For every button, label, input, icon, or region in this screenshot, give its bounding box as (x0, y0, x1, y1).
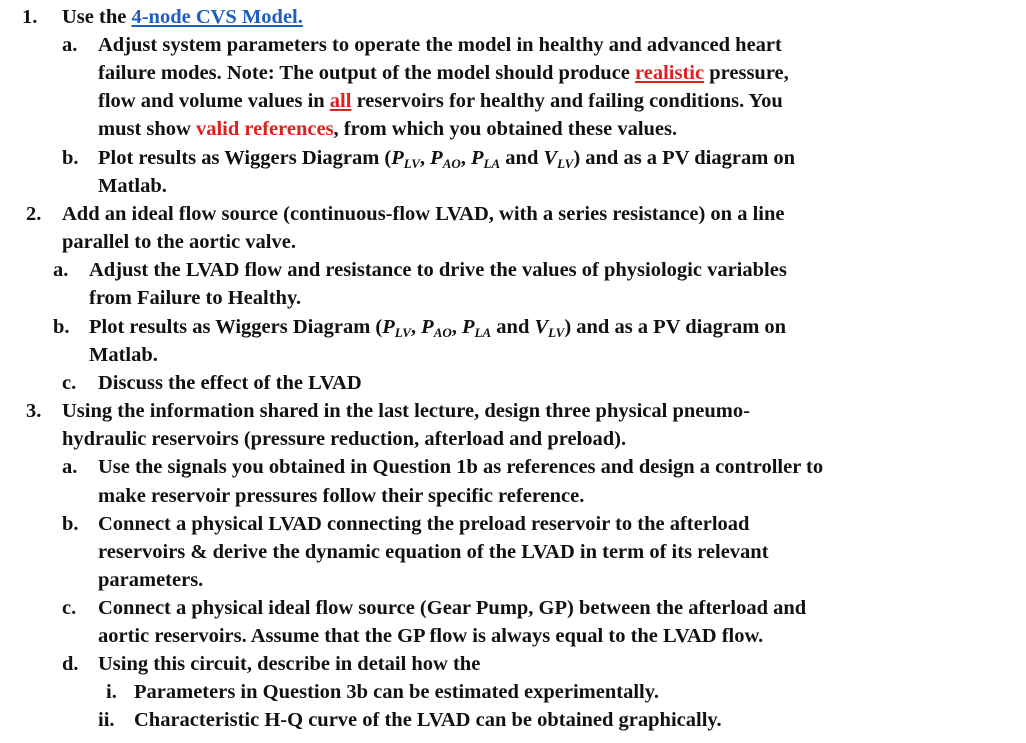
cvs-model-link[interactable]: 4-node CVS Model. (131, 6, 303, 28)
text: , (419, 147, 431, 169)
q3-line-1: Using the information shared in the last lecture, design three physical pneumo- (62, 400, 750, 422)
question-number: 2. (26, 203, 42, 225)
item-label: a. (62, 34, 78, 56)
text: flow and volume values in (98, 90, 330, 112)
q3d-ii-line: Characteristic H-Q curve of the LVAD can be obtained graphically. (134, 709, 722, 731)
item-label: b. (62, 147, 79, 169)
q2c-line-1: Discuss the effect of the LVAD (98, 372, 362, 394)
emphasis-realistic: realistic (635, 62, 705, 84)
question-number: 3. (26, 400, 42, 422)
question-number: 1. (22, 6, 38, 28)
q1a-line-2 (98, 60, 789, 86)
math-p-lv: $P_{LV}$ (391, 147, 420, 171)
question-text: Use the (62, 6, 132, 28)
text: failure modes. Note: The output of the model should produce (98, 62, 636, 84)
q2-line-2: parallel to the aortic valve. (62, 231, 296, 253)
q2b-line-1 (89, 314, 786, 346)
text: , (460, 147, 472, 169)
q3-line-2: hydraulic reservoirs (pressure reduction, afterload and preload). (62, 428, 627, 450)
q3a-line-2: make reservoir pressures follow their specific reference. (98, 485, 585, 507)
q3a-line-1: Use the signals you obtained in Question 1b as references and design a controller to (98, 456, 824, 478)
math-p-ao: $P_{AO}$ (430, 147, 461, 171)
q1b-line-2: Matlab. (98, 175, 167, 197)
q2b-line-2: Matlab. (89, 344, 158, 366)
item-label: c. (62, 372, 77, 394)
q1a-line-3 (98, 88, 783, 114)
q3d-i-line: Parameters in Question 3b can be estimated experimentally. (134, 681, 659, 703)
math-v-lv: $V_{LV}$ (543, 147, 574, 171)
item-label: a. (62, 456, 78, 478)
text: reservoirs for healthy and failing conditions. You (351, 90, 783, 112)
math-p-la: $P_{LA}$ (462, 316, 492, 340)
item-label: a. (53, 259, 69, 281)
q1b-line-1 (98, 145, 795, 177)
item-label: c. (62, 597, 77, 619)
text: ) and as a PV diagram on (573, 147, 796, 169)
text: , (451, 316, 463, 338)
text: must show (98, 118, 196, 140)
text: Plot results as Wiggers Diagram ( (98, 147, 392, 169)
q3d-line-1: Using this circuit, describe in detail how the (98, 653, 481, 675)
q3b-line-1: Connect a physical LVAD connecting the preload reservoir to the afterload (98, 513, 750, 535)
subitem-label: i. (106, 681, 117, 703)
text: , (410, 316, 422, 338)
math-p-lv: $P_{LV}$ (382, 316, 411, 340)
text: ) and as a PV diagram on (564, 316, 787, 338)
emphasis-valid-references: valid references (195, 118, 334, 140)
q1a-line-1: Adjust system parameters to operate the model in healthy and advanced heart (98, 34, 782, 56)
q2-line-1: Add an ideal flow source (continuous-flow LVAD, with a series resistance) on a line (62, 203, 785, 225)
text: , from which you obtained these values. (333, 118, 678, 140)
text: Plot results as Wiggers Diagram ( (89, 316, 383, 338)
q1a-line-4 (98, 116, 677, 142)
question-1-line-1 (62, 4, 303, 30)
text: and (500, 147, 544, 169)
item-label: d. (62, 653, 79, 675)
emphasis-all: all (329, 90, 352, 112)
q3b-line-2: reservoirs & derive the dynamic equation of the LVAD in term of its relevant (98, 541, 769, 563)
text: pressure, (704, 62, 789, 84)
q3b-line-3: parameters. (98, 569, 204, 591)
text: and (491, 316, 535, 338)
math-p-la: $P_{LA}$ (471, 147, 501, 171)
math-v-lv: $V_{LV}$ (534, 316, 565, 340)
q3c-line-2: aortic reservoirs. Assume that the GP flow is always equal to the LVAD flow. (98, 625, 764, 647)
item-label: b. (53, 316, 70, 338)
item-label: b. (62, 513, 79, 535)
math-p-ao: $P_{AO}$ (421, 316, 452, 340)
subitem-label: ii. (98, 709, 115, 731)
q2a-line-1: Adjust the LVAD flow and resistance to drive the values of physiologic variables (89, 259, 787, 281)
q2a-line-2: from Failure to Healthy. (89, 287, 302, 309)
q3c-line-1: Connect a physical ideal flow source (Gear Pump, GP) between the afterload and (98, 597, 807, 619)
